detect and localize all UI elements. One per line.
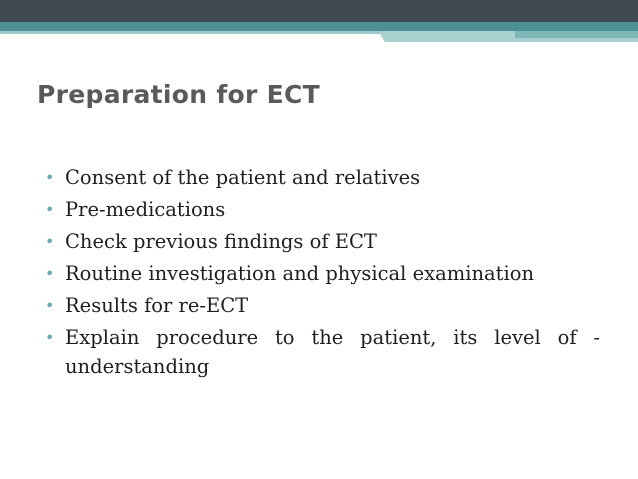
list-item <box>45 258 600 290</box>
list-item <box>45 290 600 322</box>
bullet-text: Consent of the patient and relatives <box>65 166 421 189</box>
bullet-list <box>45 162 600 381</box>
bullet-icon: • <box>45 264 55 283</box>
bullet-icon: • <box>45 328 55 347</box>
list-item <box>45 226 600 258</box>
list-item <box>45 162 600 194</box>
bullet-text-multiline <box>65 322 600 381</box>
bullet-text-line-2: understanding <box>65 355 210 378</box>
bullet-icon: • <box>45 232 55 251</box>
bullet-text: Routine investigation and physical examination <box>65 262 535 285</box>
slide-title: Preparation for ECT <box>37 80 321 109</box>
bullet-text: Pre-medications <box>65 198 226 221</box>
bullet-icon: • <box>45 168 55 187</box>
bullet-text-line-1: Explain procedure to the patient, its level of - <box>65 326 600 349</box>
band-dark-strip <box>0 0 638 22</box>
list-item <box>45 322 600 381</box>
bullet-icon: • <box>45 200 55 219</box>
bullet-icon: • <box>45 296 55 315</box>
bullet-text: Check previous findings of ECT <box>65 230 377 253</box>
header-decoration <box>0 0 638 44</box>
band-teal-strip <box>0 22 638 31</box>
list-item <box>45 194 600 226</box>
band-right-accent-inner <box>515 31 638 38</box>
bullet-text: Results for re-ECT <box>65 294 249 317</box>
